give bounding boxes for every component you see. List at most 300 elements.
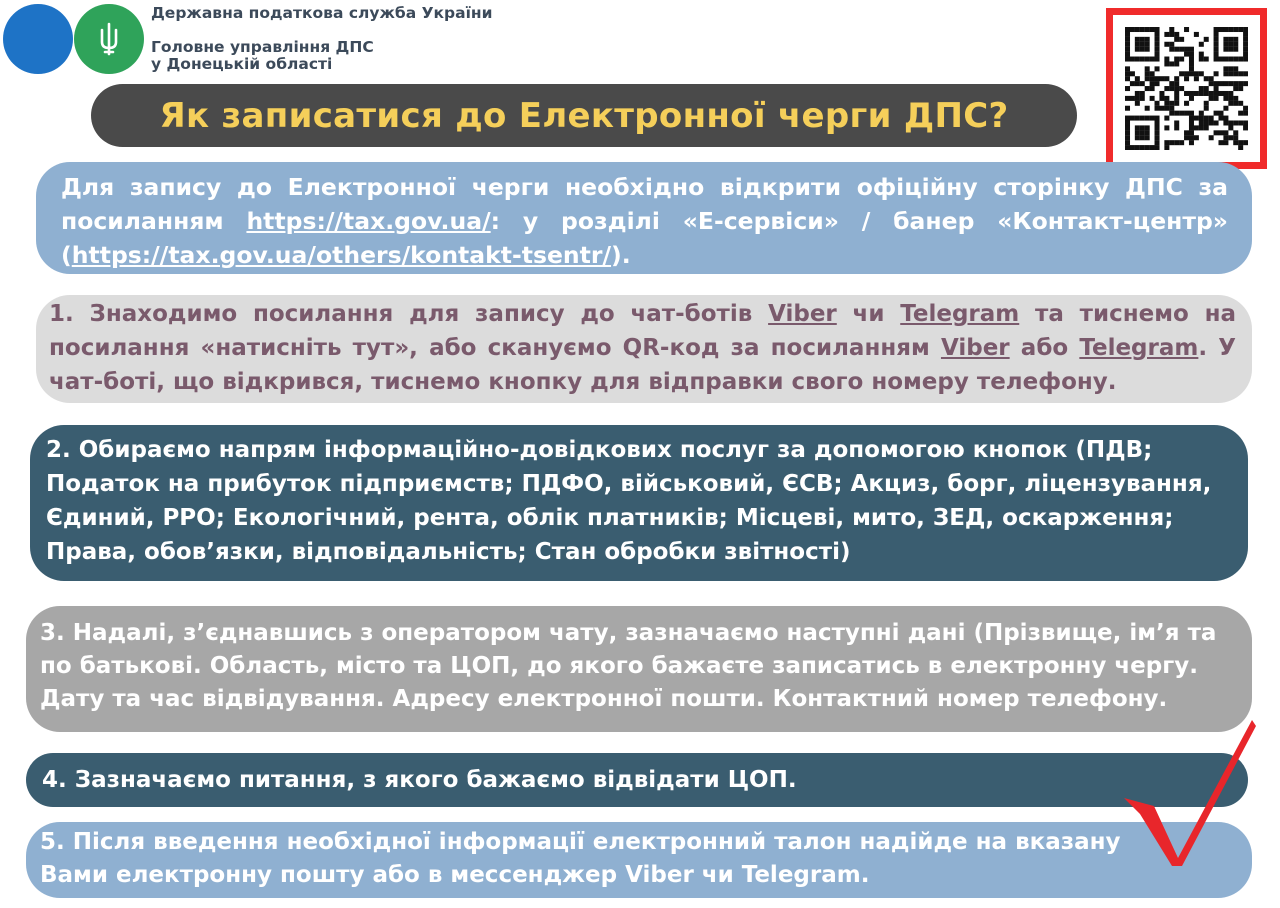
qr-module — [1218, 57, 1223, 62]
qr-module — [1169, 106, 1174, 111]
qr-module — [1150, 116, 1155, 121]
qr-module — [1189, 140, 1194, 145]
qr-module — [1130, 27, 1135, 32]
trident-emblem-icon — [96, 22, 122, 56]
qr-module — [1164, 76, 1169, 81]
qr-module — [1150, 96, 1155, 101]
qr-module — [1145, 86, 1150, 91]
qr-module — [1159, 106, 1164, 111]
qr-module — [1184, 130, 1189, 135]
department-line-2: у Донецькій області — [151, 55, 333, 73]
qr-module — [1145, 130, 1150, 135]
qr-module — [1145, 76, 1150, 81]
qr-module — [1204, 91, 1209, 96]
qr-module — [1169, 86, 1174, 91]
step-4-text: 4. Зазначаємо питання, з якого бажаємо відвідати ЦОП. — [42, 767, 797, 793]
qr-module — [1199, 57, 1204, 62]
qr-module — [1135, 57, 1140, 62]
qr-module — [1238, 27, 1243, 32]
viber-qr-link[interactable]: Viber — [940, 335, 1010, 361]
qr-module — [1164, 86, 1169, 91]
qr-module — [1150, 27, 1155, 32]
qr-module — [1130, 145, 1135, 150]
qr-module — [1189, 66, 1194, 71]
qr-module — [1243, 37, 1248, 42]
qr-module — [1125, 66, 1130, 71]
qr-module — [1135, 37, 1140, 42]
qr-module — [1238, 101, 1243, 106]
qr-module — [1189, 71, 1194, 76]
qr-module — [1214, 71, 1219, 76]
intro-text-part: ). — [611, 241, 631, 269]
qr-module — [1243, 125, 1248, 130]
qr-module — [1243, 42, 1248, 47]
qr-module — [1194, 116, 1199, 121]
qr-module — [1145, 145, 1150, 150]
qr-module — [1199, 52, 1204, 57]
step-2-text: 2. Обираємо напрям інформаційно-довідкових послуг за допомогою кнопок (ПДВ; Податок на прибуток підприємств; ПДФО, військовий, ЄСВ; Акциз, борг, ліцензування, Єдиний, РРО; Екологічний, рента, облік платників; Місцеві, мито, ЗЕД, оскарження; Права, обов’язки, відповідальність; Стан обробки звітності) — [46, 437, 1212, 565]
qr-module — [1233, 101, 1238, 106]
qr-module — [1223, 120, 1228, 125]
checkmark-icon — [1120, 718, 1260, 868]
qr-module — [1238, 81, 1243, 86]
qr-module — [1184, 27, 1189, 32]
qr-module — [1155, 130, 1160, 135]
telegram-qr-link[interactable]: Telegram — [1079, 335, 1199, 361]
qr-module — [1179, 140, 1184, 145]
qr-module — [1130, 81, 1135, 86]
qr-module — [1199, 116, 1204, 121]
step-1-text-part: та тиснемо на посилання «натисніть тут», або скануємо QR-код за посиланням — [49, 301, 1236, 361]
qr-module — [1194, 71, 1199, 76]
qr-module — [1150, 145, 1155, 150]
qr-module — [1204, 86, 1209, 91]
qr-module — [1184, 135, 1189, 140]
step-3-line-2: по батькові. Область, місто та ЦОП, до якого бажаєте записатись в електронну чергу. — [40, 653, 1198, 679]
qr-module — [1174, 61, 1179, 66]
qr-module — [1174, 57, 1179, 62]
qr-module — [1155, 66, 1160, 71]
qr-module — [1174, 91, 1179, 96]
intro-text-part: : у розділі «Е-сервіси» / банер «Контакт-центр» ( — [61, 207, 1228, 269]
qr-module — [1243, 140, 1248, 145]
qr-module — [1214, 57, 1219, 62]
qr-module — [1228, 47, 1233, 52]
qr-module — [1179, 57, 1184, 62]
qr-module — [1233, 42, 1238, 47]
qr-module — [1189, 111, 1194, 116]
qr-module — [1233, 66, 1238, 71]
qr-module — [1159, 96, 1164, 101]
qr-module — [1204, 37, 1209, 42]
qr-module — [1214, 120, 1219, 125]
qr-module — [1204, 120, 1209, 125]
qr-module — [1189, 135, 1194, 140]
qr-module — [1189, 47, 1194, 52]
intro-box — [36, 162, 1252, 274]
step-4-box — [26, 753, 1248, 807]
dps-site-link[interactable]: https://tax.gov.ua/ — [246, 207, 491, 235]
qr-module — [1125, 86, 1130, 91]
qr-module — [1140, 81, 1145, 86]
qr-module — [1125, 32, 1130, 37]
qr-module — [1218, 81, 1223, 86]
qr-module — [1228, 101, 1233, 106]
qr-module — [1169, 61, 1174, 66]
step-3-line-3: Дату та час відвідування. Адресу електронної пошти. Контактний номер телефону. — [40, 686, 1168, 712]
qr-module — [1233, 81, 1238, 86]
qr-module — [1223, 71, 1228, 76]
qr-module — [1164, 125, 1169, 130]
qr-module — [1214, 96, 1219, 101]
qr-module — [1228, 96, 1233, 101]
viber-link[interactable]: Viber — [768, 301, 837, 327]
qr-module — [1199, 91, 1204, 96]
qr-module — [1125, 27, 1130, 32]
qr-module — [1179, 37, 1184, 42]
qr-module — [1174, 140, 1179, 145]
qr-module — [1214, 91, 1219, 96]
qr-module — [1214, 52, 1219, 57]
qr-module — [1214, 32, 1219, 37]
qr-module — [1228, 81, 1233, 86]
qr-module — [1174, 32, 1179, 37]
qr-module — [1233, 57, 1238, 62]
qr-module — [1155, 32, 1160, 37]
step-1-text-part: чи — [836, 301, 901, 327]
qr-module — [1135, 76, 1140, 81]
qr-module — [1184, 101, 1189, 106]
qr-module — [1228, 71, 1233, 76]
qr-module — [1145, 116, 1150, 121]
qr-module — [1189, 61, 1194, 66]
step-5-box — [26, 822, 1252, 898]
qr-module — [1199, 86, 1204, 91]
qr-module — [1204, 116, 1209, 121]
qr-module — [1155, 57, 1160, 62]
qr-module — [1194, 32, 1199, 37]
step-1-text-part: . У чат-боті, що відкрився, тиснемо кнопку для відправки свого номеру телефону. — [49, 335, 1236, 395]
qr-module — [1130, 57, 1135, 62]
qr-module — [1140, 130, 1145, 135]
qr-module — [1184, 71, 1189, 76]
qr-module — [1243, 52, 1248, 57]
department-name — [151, 39, 374, 73]
qr-module — [1174, 37, 1179, 42]
qr-module — [1209, 135, 1214, 140]
qr-module — [1228, 91, 1233, 96]
qr-module — [1238, 86, 1243, 91]
qr-module — [1174, 101, 1179, 106]
qr-module — [1214, 37, 1219, 42]
qr-module — [1174, 111, 1179, 116]
qr-module — [1204, 101, 1209, 106]
qr-module — [1194, 135, 1199, 140]
qr-module — [1174, 120, 1179, 125]
qr-module — [1150, 57, 1155, 62]
qr-module — [1243, 32, 1248, 37]
qr-module — [1150, 81, 1155, 86]
intro-text-part: Для запису до Електронної черги необхідно відкрити офіційну сторінку ДПС за посиланням — [61, 173, 1228, 235]
qr-module — [1218, 130, 1223, 135]
qr-module — [1174, 81, 1179, 86]
qr-module — [1155, 47, 1160, 52]
qr-module — [1125, 135, 1130, 140]
qr-module — [1145, 57, 1150, 62]
qr-module — [1179, 111, 1184, 116]
qr-module — [1135, 101, 1140, 106]
qr-module — [1233, 130, 1238, 135]
qr-module — [1233, 47, 1238, 52]
qr-module — [1125, 106, 1130, 111]
qr-module — [1204, 76, 1209, 81]
qr-module — [1204, 125, 1209, 130]
qr-module — [1243, 120, 1248, 125]
step-2-box — [30, 425, 1248, 581]
qr-module — [1238, 57, 1243, 62]
qr-module — [1140, 145, 1145, 150]
qr-module — [1228, 135, 1233, 140]
qr-module — [1233, 135, 1238, 140]
qr-module — [1243, 47, 1248, 52]
qr-module — [1164, 42, 1169, 47]
qr-module — [1223, 130, 1228, 135]
qr-module — [1238, 145, 1243, 150]
qr-module — [1218, 91, 1223, 96]
qr-module — [1204, 106, 1209, 111]
qr-module — [1199, 71, 1204, 76]
qr-module — [1243, 81, 1248, 86]
qr-module — [1228, 66, 1233, 71]
qr-module — [1189, 120, 1194, 125]
qr-module — [1164, 61, 1169, 66]
org-name: Державна податкова служба України — [151, 4, 493, 22]
qr-module — [1214, 27, 1219, 32]
qr-module — [1169, 32, 1174, 37]
qr-module — [1135, 42, 1140, 47]
qr-module — [1214, 47, 1219, 52]
qr-module — [1159, 76, 1164, 81]
qr-module — [1209, 81, 1214, 86]
qr-module — [1223, 116, 1228, 121]
qr-module — [1164, 57, 1169, 62]
qr-module — [1135, 27, 1140, 32]
qr-module — [1145, 47, 1150, 52]
qr-module — [1135, 81, 1140, 86]
qr-module — [1209, 96, 1214, 101]
qr-module — [1145, 71, 1150, 76]
qr-module — [1155, 135, 1160, 140]
qr-module — [1184, 52, 1189, 57]
qr-module — [1223, 81, 1228, 86]
qr-module — [1179, 71, 1184, 76]
qr-module — [1125, 96, 1130, 101]
qr-module — [1238, 140, 1243, 145]
qr-module — [1233, 37, 1238, 42]
qr-module — [1140, 91, 1145, 96]
qr-module — [1184, 91, 1189, 96]
qr-module — [1169, 111, 1174, 116]
qr-module — [1140, 37, 1145, 42]
qr-module — [1174, 96, 1179, 101]
qr-module — [1135, 116, 1140, 121]
qr-module — [1155, 140, 1160, 145]
qr-module — [1164, 101, 1169, 106]
qr-module — [1169, 42, 1174, 47]
title-banner — [91, 84, 1077, 147]
qr-module — [1174, 76, 1179, 81]
qr-module — [1199, 125, 1204, 130]
qr-module — [1125, 140, 1130, 145]
qr-module — [1223, 27, 1228, 32]
qr-module — [1209, 120, 1214, 125]
qr-module — [1164, 116, 1169, 121]
step-1-text — [49, 297, 1236, 399]
qr-module — [1218, 111, 1223, 116]
qr-module — [1189, 125, 1194, 130]
qr-module — [1223, 106, 1228, 111]
qr-module — [1125, 42, 1130, 47]
qr-module — [1125, 125, 1130, 130]
qr-module — [1135, 145, 1140, 150]
telegram-link[interactable]: Telegram — [900, 301, 1020, 327]
qr-module — [1218, 116, 1223, 121]
qr-module — [1233, 86, 1238, 91]
qr-module — [1130, 96, 1135, 101]
qr-module — [1140, 125, 1145, 130]
qr-module — [1164, 32, 1169, 37]
qr-module — [1159, 91, 1164, 96]
qr-code — [1106, 8, 1267, 169]
qr-module — [1130, 116, 1135, 121]
qr-module — [1140, 47, 1145, 52]
qr-module — [1125, 37, 1130, 42]
qr-module — [1140, 96, 1145, 101]
qr-module — [1223, 140, 1228, 145]
qr-module — [1155, 101, 1160, 106]
qr-module — [1179, 86, 1184, 91]
qr-module — [1189, 91, 1194, 96]
qr-module — [1238, 71, 1243, 76]
qr-module — [1155, 120, 1160, 125]
qr-module — [1145, 106, 1150, 111]
qr-module — [1204, 57, 1209, 62]
qr-module — [1228, 27, 1233, 32]
qr-module — [1145, 42, 1150, 47]
qr-module — [1145, 135, 1150, 140]
qr-module — [1209, 91, 1214, 96]
qr-module — [1135, 125, 1140, 130]
qr-module — [1164, 106, 1169, 111]
qr-module — [1223, 47, 1228, 52]
qr-module — [1243, 27, 1248, 32]
qr-module — [1125, 47, 1130, 52]
step-5-line-1: 5. Після введення необхідної інформації електронний талон надійде на вказану — [40, 829, 1121, 855]
qr-module — [1194, 76, 1199, 81]
qr-module — [1140, 116, 1145, 121]
qr-module — [1223, 57, 1228, 62]
qr-module — [1223, 96, 1228, 101]
qr-module — [1164, 96, 1169, 101]
qr-module — [1145, 27, 1150, 32]
qr-module — [1150, 71, 1155, 76]
department-line-1: Головне управління ДПС — [151, 38, 374, 56]
qr-module — [1155, 42, 1160, 47]
qr-module — [1155, 116, 1160, 121]
qr-module — [1189, 57, 1194, 62]
qr-module — [1155, 106, 1160, 111]
qr-module — [1189, 96, 1194, 101]
qr-module — [1238, 111, 1243, 116]
qr-module — [1125, 52, 1130, 57]
qr-module — [1243, 57, 1248, 62]
dps-logo-green-circle — [74, 4, 144, 74]
step-3-box — [26, 606, 1252, 732]
qr-module — [1135, 91, 1140, 96]
qr-module — [1155, 37, 1160, 42]
qr-module — [1150, 76, 1155, 81]
qr-module — [1189, 130, 1194, 135]
step-1-box — [36, 295, 1252, 403]
qr-module — [1179, 47, 1184, 52]
qr-module — [1140, 42, 1145, 47]
intro-text — [61, 170, 1228, 272]
qr-module — [1209, 116, 1214, 121]
qr-module — [1243, 111, 1248, 116]
qr-module — [1184, 76, 1189, 81]
qr-module — [1135, 47, 1140, 52]
qr-module — [1155, 76, 1160, 81]
qr-module — [1209, 76, 1214, 81]
qr-module — [1155, 145, 1160, 150]
qr-code-icon — [1125, 27, 1248, 150]
qr-module — [1243, 106, 1248, 111]
qr-module — [1189, 116, 1194, 121]
qr-module — [1169, 47, 1174, 52]
qr-module — [1125, 145, 1130, 150]
step-1-text-part: або — [1009, 335, 1080, 361]
qr-module — [1135, 135, 1140, 140]
contact-center-link[interactable]: https://tax.gov.ua/others/kontakt-tsentr/ — [71, 241, 612, 269]
qr-module — [1214, 86, 1219, 91]
step-5-line-2: Вами електронну пошту або в мессенджер Viber чи Telegram. — [40, 862, 870, 888]
qr-module — [1125, 120, 1130, 125]
dps-logo-blue-circle — [3, 4, 73, 74]
qr-module — [1164, 145, 1169, 150]
qr-module — [1184, 47, 1189, 52]
qr-module — [1155, 52, 1160, 57]
qr-module — [1189, 52, 1194, 57]
qr-module — [1243, 71, 1248, 76]
qr-module — [1194, 125, 1199, 130]
qr-module — [1169, 81, 1174, 86]
qr-module — [1125, 130, 1130, 135]
qr-module — [1155, 27, 1160, 32]
qr-module — [1130, 71, 1135, 76]
qr-module — [1145, 125, 1150, 130]
qr-module — [1169, 101, 1174, 106]
qr-module — [1214, 42, 1219, 47]
qr-module — [1199, 42, 1204, 47]
qr-module — [1228, 42, 1233, 47]
step-3-line-1: 3. Надалі, з’єднавшись з оператором чату, зазначаємо наступні дані (Прізвище, ім’я та — [40, 620, 1217, 646]
qr-module — [1150, 86, 1155, 91]
qr-module — [1233, 120, 1238, 125]
qr-module — [1238, 120, 1243, 125]
qr-module — [1135, 130, 1140, 135]
qr-module — [1228, 57, 1233, 62]
qr-module — [1169, 140, 1174, 145]
